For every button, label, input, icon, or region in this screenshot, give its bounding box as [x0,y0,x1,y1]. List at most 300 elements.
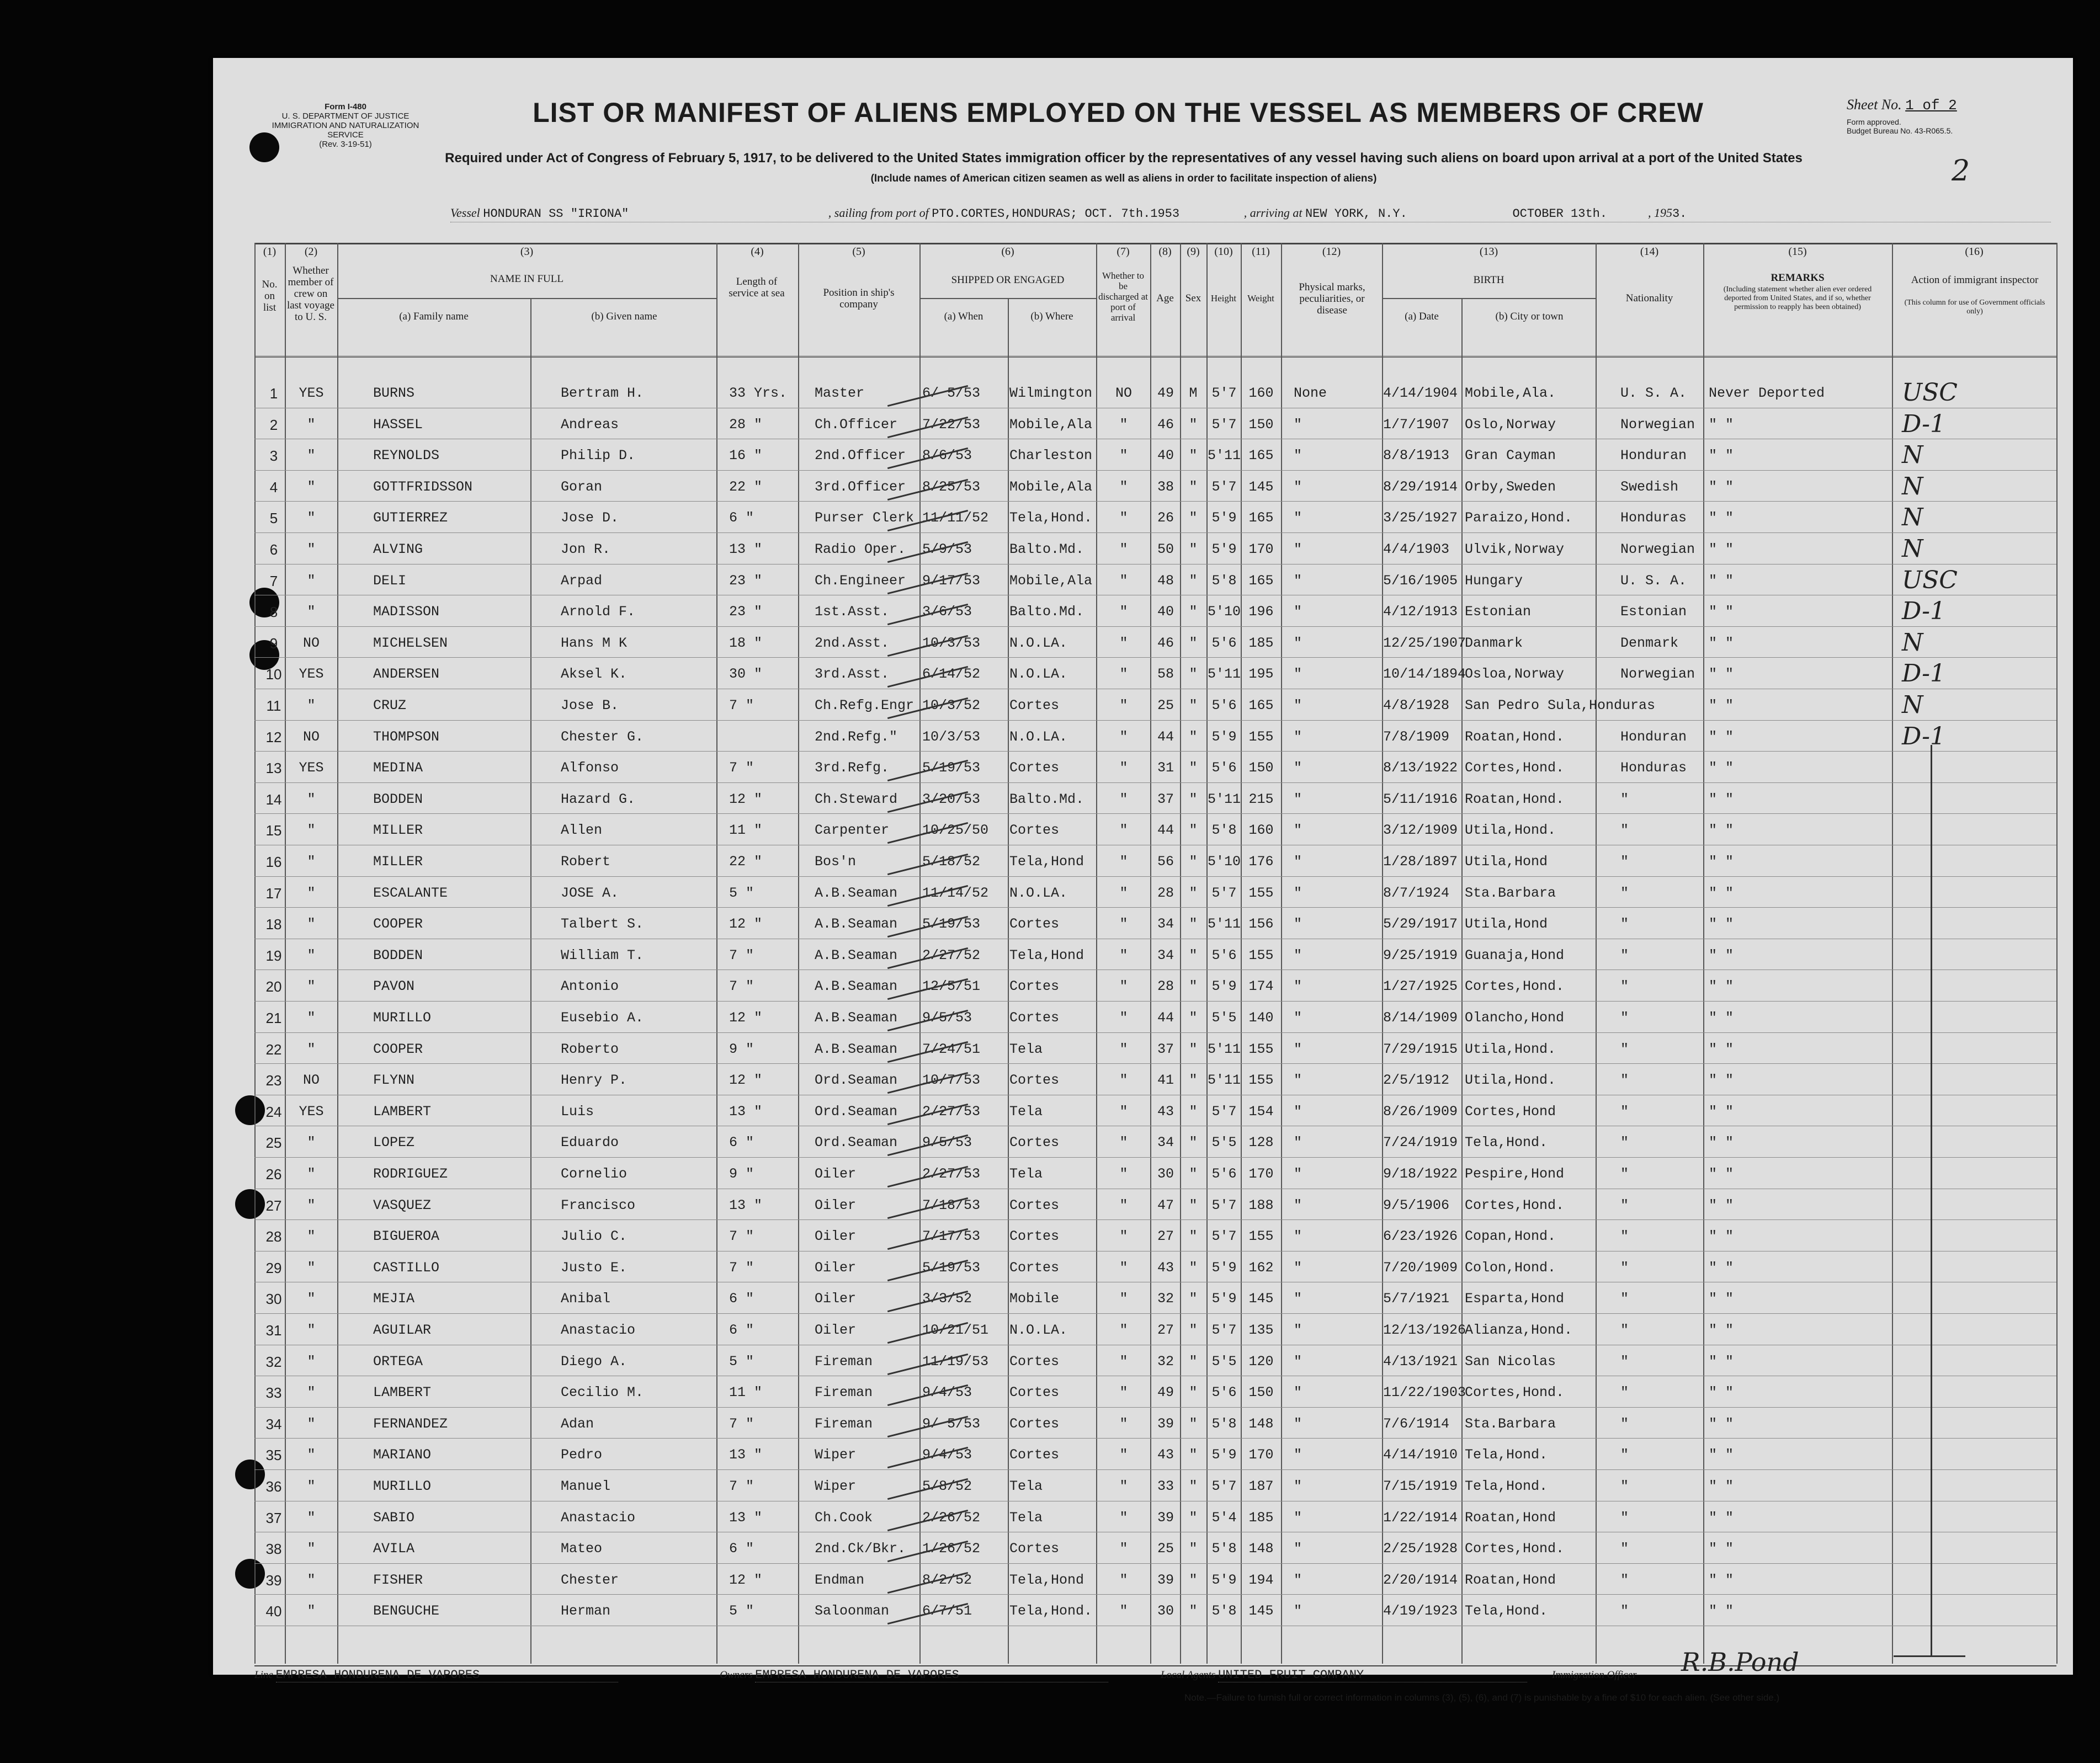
cell-birth-city: Utila,Hond. [1465,822,1556,839]
cell-position: Endman [815,1572,865,1588]
service-name: IMMIGRATION AND NATURALIZATION SERVICE [272,121,419,140]
cell-given-name: Francisco [561,1197,636,1213]
cell-discharged: " [1119,1041,1128,1057]
cell-physical-marks: " [1294,1259,1302,1276]
cell-inspector-action: USC [1902,566,1958,594]
cell-weight: 150 [1248,416,1274,433]
cell-row-number: 1 [269,385,278,402]
col-line [337,243,338,1664]
cell-height: 5'8 [1211,1415,1237,1432]
cell-age: 37 [1157,791,1174,807]
cell-nationality: " [1620,1322,1629,1338]
cell-shipped-when: 12/5/51 [922,978,981,995]
cell-position: Wiper [815,1478,857,1494]
cell-previous-voyage: " [307,1447,316,1463]
cell-row-number: 10 [265,666,282,683]
row-rule [254,1313,2056,1314]
cell-position: 1st.Asst. [815,604,890,620]
cell-row-number: 17 [265,885,282,902]
cell-remarks: " " [1709,604,1734,620]
cell-given-name: Roberto [561,1041,619,1057]
cell-given-name: Adan [561,1415,594,1432]
cell-shipped-where: Balto.Md. [1009,604,1084,620]
cell-birth-city: Cortes,Hond. [1465,1541,1565,1557]
header-remarks: REMARKS [1771,272,1825,284]
cell-previous-voyage: NO [302,635,320,651]
cell-row-number: 35 [265,1447,282,1464]
cell-nationality: " [1620,1572,1629,1588]
cell-shipped-when: 11/11/52 [922,510,989,526]
col-num-9: (9) [1187,246,1200,258]
cell-birth-city: Paraizo,Hond. [1465,510,1573,526]
manifest-sheet [213,58,2073,1703]
cell-weight: 170 [1248,1447,1274,1463]
cell-length-of-service: 22 " [729,854,763,870]
cell-sex: " [1189,1197,1198,1213]
cell-length-of-service: 6 " [729,1322,754,1338]
cell-physical-marks: " [1294,666,1302,683]
cell-family-name: MURILLO [373,1478,432,1494]
cell-nationality: " [1620,916,1629,933]
cell-birth-date: 5/29/1917 [1383,916,1458,933]
header-nationality: Nationality [1625,292,1673,304]
cell-given-name: Julio C. [561,1228,628,1245]
cell-birth-date: 3/12/1909 [1383,822,1458,839]
cell-height: 5'6 [1211,1166,1237,1182]
col-line [1596,243,1597,1664]
cell-given-name: Manuel [561,1478,611,1494]
cell-birth-date: 8/26/1909 [1383,1103,1458,1120]
cell-remarks: " " [1709,478,1734,495]
cell-shipped-when: 2/27/52 [922,947,981,963]
cell-height: 5'11 [1207,791,1241,807]
cell-birth-date: 8/14/1909 [1383,1010,1458,1026]
cell-birth-date: 7/6/1914 [1383,1415,1450,1432]
cell-given-name: Cornelio [561,1166,628,1182]
cell-length-of-service: 6 " [729,510,754,526]
header-remarks-note: (Including statement whether alien ever ordered deported from United States, and if so, whether permission to reapply has been obtained) [1723,285,1872,311]
page-title: LIST OR MANIFEST OF ALIENS EMPLOYED ON THE VESSEL AS MEMBERS OF CREW [533,97,1704,128]
cell-birth-city: Roatan,Hond. [1465,728,1565,745]
cell-previous-voyage: " [307,1353,316,1370]
cell-length-of-service: 30 " [729,666,763,683]
cell-family-name: AGUILAR [373,1322,432,1338]
cell-given-name: Henry P. [561,1072,628,1089]
cell-sex: " [1189,885,1198,901]
cell-physical-marks: " [1294,635,1302,651]
cell-age: 56 [1157,854,1174,870]
cell-birth-date: 4/19/1923 [1383,1603,1458,1620]
col-num-5: (5) [852,246,865,258]
cell-age: 46 [1157,416,1174,433]
cell-height: 5'7 [1211,1478,1237,1494]
cell-discharged: " [1119,1072,1128,1089]
cell-family-name: MILLER [373,822,423,839]
cell-previous-voyage: " [307,541,316,557]
cell-weight: 162 [1248,1259,1274,1276]
cell-sex: " [1189,1384,1198,1401]
col-num-16: (16) [1965,246,1984,258]
col-num-14: (14) [1640,246,1659,258]
header-discharged: Whether to be discharged at port of arrival [1098,270,1148,323]
cell-birth-date: 2/5/1912 [1383,1072,1450,1089]
agents-value: UNITED FRUIT COMPANY [1218,1668,1527,1682]
cell-physical-marks: " [1294,1010,1302,1026]
cell-remarks: " " [1709,1478,1734,1494]
cell-height: 5'8 [1211,1541,1237,1557]
cell-previous-voyage: " [307,1166,316,1182]
cell-height: 5'9 [1211,1291,1237,1307]
revision-date: (Rev. 3-19-51) [319,140,372,149]
cell-shipped-when: 3/20/53 [922,791,981,807]
cell-shipped-when: 3/3/52 [922,1291,972,1307]
cell-previous-voyage: " [307,572,316,589]
cell-nationality: Honduran [1620,728,1687,745]
cell-sex: " [1189,1415,1198,1432]
cell-sex: " [1189,728,1198,745]
cell-nationality: Estonian [1620,604,1687,620]
cell-birth-city: Alianza,Hond. [1465,1322,1573,1338]
cell-discharged: " [1119,1509,1128,1526]
cell-weight: 194 [1248,1572,1274,1588]
cell-nationality: " [1620,885,1629,901]
cell-nationality: " [1620,1603,1629,1620]
cell-previous-voyage: " [307,1010,316,1026]
cell-inspector-action: D-1 [1902,597,1945,626]
cell-length-of-service: 23 " [729,604,763,620]
cell-age: 47 [1157,1197,1174,1213]
cell-shipped-when: 7/18/53 [922,1197,981,1213]
cell-discharged: " [1119,1384,1128,1401]
cell-birth-date: 8/7/1924 [1383,885,1450,901]
cell-remarks: " " [1709,1166,1734,1182]
cell-age: 44 [1157,1010,1174,1026]
cell-discharged: " [1119,1197,1128,1213]
subheader-line [1382,298,1596,299]
cell-birth-date: 1/28/1897 [1383,854,1458,870]
subtitle: Required under Act of Congress of February 5, 1917, to be delivered to the United States immigration officer by the representatives of any vessel having such aliens on board upon arrival at a port of the United States [445,151,1803,166]
cell-sex: " [1189,666,1198,683]
cell-nationality: " [1620,822,1629,839]
cell-given-name: Robert [561,854,611,870]
cell-nationality: " [1620,1509,1629,1526]
cell-physical-marks: " [1294,448,1302,464]
header-position: Position in ship's company [823,287,895,310]
cell-birth-date: 4/14/1904 [1383,385,1458,401]
cell-position: Master [815,385,865,401]
cell-position: 2nd.Refg." [815,728,898,745]
header-divider [254,356,2056,358]
cell-given-name: Arnold F. [561,604,636,620]
cell-previous-voyage: " [307,604,316,620]
form-approval [1847,118,1953,135]
cell-given-name: Antonio [561,978,619,995]
cell-physical-marks: " [1294,1135,1302,1151]
cell-shipped-where: Tela [1009,1041,1043,1057]
cell-physical-marks: " [1294,510,1302,526]
cell-shipped-where: N.O.LA. [1009,666,1068,683]
cell-discharged: " [1119,541,1128,557]
cell-shipped-when: 2/27/53 [922,1103,981,1120]
cell-birth-city: Tela,Hond. [1465,1603,1548,1620]
cell-discharged: " [1119,510,1128,526]
cell-length-of-service: 7 " [729,947,754,963]
row-rule [254,470,2056,471]
cell-row-number: 3 [269,448,278,465]
col-line [1096,243,1097,1664]
cell-discharged: " [1119,1010,1128,1026]
cell-height: 5'9 [1211,510,1237,526]
cell-age: 39 [1157,1509,1174,1526]
cell-discharged: " [1119,791,1128,807]
cell-physical-marks: " [1294,885,1302,901]
cell-remarks: " " [1709,791,1734,807]
cell-previous-voyage: " [307,1541,316,1557]
cell-length-of-service: 12 " [729,916,763,933]
cell-birth-city: Sta.Barbara [1465,1415,1556,1432]
cell-nationality: " [1620,1291,1629,1307]
cell-birth-date: 3/25/1927 [1383,510,1458,526]
cell-position: Carpenter [815,822,890,839]
cell-weight: 145 [1248,478,1274,495]
header-given-name: (b) Given name [591,311,657,322]
sailing-label: , sailing from port of [828,206,929,220]
header-weight: Weight [1247,293,1274,303]
cell-position: Oiler [815,1259,857,1276]
cell-discharged: " [1119,1353,1128,1370]
cell-given-name: Eduardo [561,1135,619,1151]
cell-discharged: " [1119,1259,1128,1276]
cell-birth-city: Tela,Hond. [1465,1447,1548,1463]
cell-birth-city: Orby,Sweden [1465,478,1556,495]
cell-sex: " [1189,541,1198,557]
cell-height: 5'4 [1211,1509,1237,1526]
cell-birth-date: 10/14/1894 [1383,666,1466,683]
cell-length-of-service: 18 " [729,635,763,651]
cell-length-of-service: 13 " [729,1447,763,1463]
cell-height: 5'7 [1211,885,1237,901]
cell-birth-date: 12/13/1926 [1383,1322,1466,1338]
cell-weight: 187 [1248,1478,1274,1494]
cell-birth-city: Roatan,Hond [1465,1509,1556,1526]
cell-sex: " [1189,1041,1198,1057]
cell-position: A.B.Seaman [815,885,898,901]
cell-family-name: GOTTFRIDSSON [373,478,473,495]
cell-family-name: MURILLO [373,1010,432,1026]
cell-weight: 145 [1248,1291,1274,1307]
cell-row-number: 27 [265,1197,282,1214]
cell-weight: 185 [1248,635,1274,651]
cell-shipped-when: 7/22/53 [922,416,981,433]
header-family-name: (a) Family name [399,311,469,322]
col-num-8: (8) [1158,246,1172,258]
cell-inspector-action: D-1 [1902,722,1945,750]
col-line [1008,298,1009,1664]
cell-sex: " [1189,1447,1198,1463]
cell-given-name: Goran [561,478,603,495]
cell-shipped-when: 5/18/52 [922,854,981,870]
cell-age: 34 [1157,916,1174,933]
cell-row-number: 16 [265,854,282,870]
cell-position: A.B.Seaman [815,1041,898,1057]
cell-position: Purser Clerk [815,510,915,526]
cell-birth-city: Osloa,Norway [1465,666,1565,683]
cell-position: Oiler [815,1197,857,1213]
header-previous-voyage: Whether member of crew on last voyage to U. S. [286,265,334,323]
cell-length-of-service: 6 " [729,1291,754,1307]
cell-given-name: Jon R. [561,541,611,557]
cell-shipped-when: 9/17/53 [922,572,981,589]
inspector-continuation-line [1931,745,1932,1655]
cell-birth-city: San Pedro Sula,Honduras [1465,697,1656,713]
cell-inspector-action: N [1902,472,1923,500]
col-num-1: (1) [263,246,277,258]
cell-row-number: 29 [265,1259,282,1276]
cell-physical-marks: " [1294,604,1302,620]
cell-discharged: " [1119,728,1128,745]
cell-previous-voyage: " [307,854,316,870]
vessel-name: HONDURAN SS "IRIONA" [483,207,629,221]
cell-birth-city: Olancho,Hond [1465,1010,1565,1026]
cell-length-of-service: 7 " [729,1259,754,1276]
cell-discharged: " [1119,1166,1128,1182]
cell-nationality: Norwegian [1620,541,1695,557]
cell-given-name: Arpad [561,572,603,589]
department-name: U. S. DEPARTMENT OF JUSTICE [281,111,410,121]
cell-position: A.B.Seaman [815,947,898,963]
cell-given-name: Anastacio [561,1509,636,1526]
cell-birth-city: Utila,Hond [1465,854,1548,870]
cell-height: 5'7 [1211,1103,1237,1120]
cell-sex: " [1189,1010,1198,1026]
cell-birth-city: San Nicolas [1465,1353,1556,1370]
row-rule [254,657,2056,658]
cell-position: Fireman [815,1415,873,1432]
cell-sex: " [1189,947,1198,963]
cell-remarks: " " [1709,978,1734,995]
cell-position: 2nd.Officer [815,448,906,464]
cell-row-number: 31 [265,1322,282,1339]
cell-shipped-when: 5/9/53 [922,541,972,557]
cell-birth-date: 4/8/1928 [1383,697,1450,713]
cell-sex: " [1189,854,1198,870]
cell-length-of-service: 5 " [729,885,754,901]
cell-length-of-service: 16 " [729,448,763,464]
cell-remarks: " " [1709,1041,1734,1057]
cell-length-of-service: 13 " [729,541,763,557]
cell-length-of-service: 9 " [729,1041,754,1057]
cell-previous-voyage: " [307,1197,316,1213]
cell-shipped-when: 5/19/53 [922,760,981,776]
cell-sex: " [1189,1103,1198,1120]
cell-nationality: " [1620,1135,1629,1151]
cell-birth-date: 4/13/1921 [1383,1353,1458,1370]
cell-weight: 165 [1248,448,1274,464]
cell-length-of-service: 22 " [729,478,763,495]
cell-height: 5'9 [1211,1572,1237,1588]
cell-length-of-service: 23 " [729,572,763,589]
cell-family-name: ESCALANTE [373,885,448,901]
cell-given-name: Cecilio M. [561,1384,644,1401]
cell-birth-date: 8/29/1914 [1383,478,1458,495]
cell-birth-city: Utila,Hond [1465,916,1548,933]
cell-height: 5'11 [1207,1041,1241,1057]
cell-length-of-service: 33 Yrs. [729,385,788,401]
col-line [798,243,799,1664]
cell-family-name: BENGUCHE [373,1603,440,1620]
col-num-3: (3) [520,246,534,258]
col-num-11: (11) [1252,246,1270,258]
cell-shipped-where: Tela,Hond. [1009,510,1093,526]
cell-nationality: " [1620,854,1629,870]
cell-discharged: " [1119,416,1128,433]
cell-position: Ch.Steward [815,791,898,807]
cell-birth-city: Pespire,Hond [1465,1166,1565,1182]
col-num-12: (12) [1322,246,1341,258]
cell-sex: " [1189,1603,1198,1620]
cell-birth-date: 7/8/1909 [1383,728,1450,745]
cell-shipped-where: Cortes [1009,1072,1060,1089]
cell-given-name: Eusebio A. [561,1010,644,1026]
cell-weight: 120 [1248,1353,1274,1370]
cell-family-name: MILLER [373,854,423,870]
cell-weight: 135 [1248,1322,1274,1338]
cell-family-name: HASSEL [373,416,423,433]
cell-age: 44 [1157,822,1174,839]
cell-length-of-service: 6 " [729,1135,754,1151]
cell-height: 5'7 [1211,385,1237,401]
cell-family-name: AVILA [373,1541,415,1557]
cell-birth-date: 7/24/1919 [1383,1135,1458,1151]
row-rule [254,626,2056,627]
cell-row-number: 12 [265,728,282,745]
cell-family-name: CASTILLO [373,1259,440,1276]
cell-weight: 155 [1248,947,1274,963]
cell-given-name: JOSE A. [561,885,619,901]
cell-weight: 215 [1248,791,1274,807]
cell-height: 5'11 [1207,1072,1241,1089]
cell-age: 26 [1157,510,1174,526]
cell-birth-city: Estonian [1465,604,1532,620]
cell-row-number: 25 [265,1135,282,1152]
cell-given-name: Chester G. [561,728,644,745]
cell-row-number: 14 [265,791,282,808]
cell-previous-voyage: " [307,1415,316,1432]
col-num-6: (6) [1001,246,1014,258]
cell-height: 5'7 [1211,1197,1237,1213]
cell-row-number: 36 [265,1478,282,1495]
cell-remarks: " " [1709,1259,1734,1276]
row-rule [254,1157,2056,1158]
cell-birth-city: Roatan,Hond. [1465,791,1565,807]
row-rule [254,1594,2056,1595]
cell-inspector-action: N [1902,691,1923,719]
cell-remarks: " " [1709,916,1734,933]
cell-nationality: Honduras [1620,510,1687,526]
cell-previous-voyage: " [307,478,316,495]
cell-remarks: " " [1709,947,1734,963]
cell-discharged: " [1119,885,1128,901]
cell-nationality: " [1620,947,1629,963]
cell-previous-voyage: " [307,916,316,933]
cell-shipped-where: Cortes [1009,1228,1060,1245]
cell-length-of-service: 7 " [729,1478,754,1494]
cell-discharged: " [1119,1322,1128,1338]
cell-previous-voyage: " [307,416,316,433]
cell-position: Ch.Refg.Engr [815,697,915,713]
cell-physical-marks: " [1294,1322,1302,1338]
cell-sex: " [1189,978,1198,995]
